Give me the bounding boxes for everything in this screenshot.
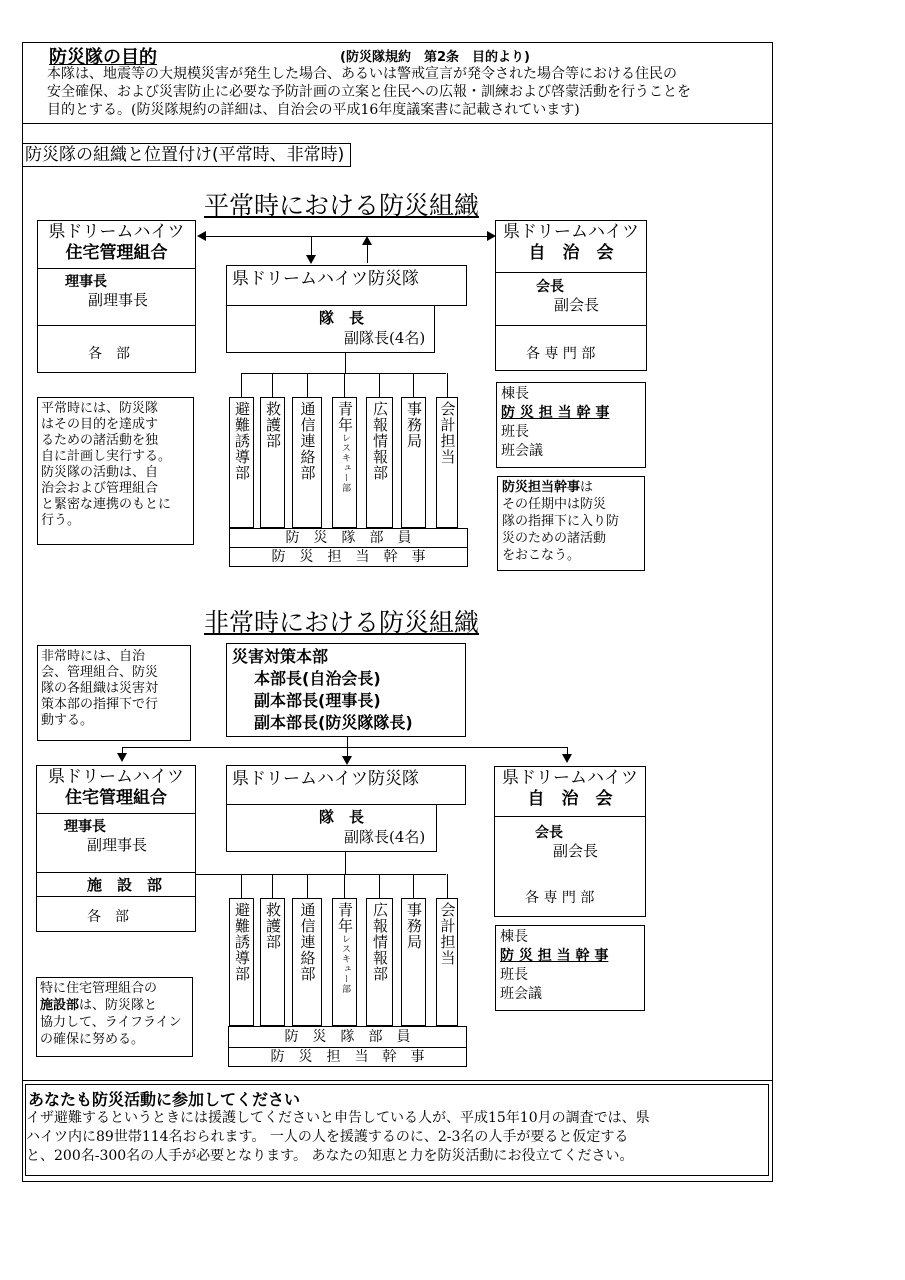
facility-line bbox=[40, 997, 189, 1014]
purpose-title: 防災隊の目的 bbox=[49, 47, 157, 68]
facility-bold: 施設部 bbox=[40, 998, 80, 1013]
jichi-name1: 県ドリームハイツ bbox=[503, 222, 639, 242]
arrow-down-icon bbox=[306, 255, 316, 264]
duty-line: その任期中は防災 bbox=[502, 497, 607, 512]
arrow-down-icon bbox=[562, 754, 572, 763]
emergency-title: 非常時における防災組織 bbox=[204, 608, 480, 637]
join-section bbox=[22, 1080, 773, 1182]
note-line: と緊密な連携のもとに bbox=[41, 497, 172, 512]
join-line: イザ避難するというときには援護してくださいと申告している人が、平成15年10月の調査では、県 bbox=[26, 1110, 650, 1126]
normal-members-box bbox=[229, 528, 468, 548]
org-heading: 防災隊の組織と位置付け(平常時、非常時) bbox=[22, 143, 351, 167]
connector bbox=[344, 874, 345, 898]
division-sub: レスキュー部 bbox=[340, 433, 350, 493]
note-line: 非常時には、自治 bbox=[41, 649, 146, 664]
normal-bousai-chief-box bbox=[226, 305, 435, 353]
division-label bbox=[405, 401, 422, 527]
role-item: 班長 bbox=[501, 424, 529, 440]
connector bbox=[272, 373, 273, 397]
divider bbox=[38, 325, 195, 326]
join-line: と、200名-300名の人手が必要となります。 あなたの知恵と力を防災活動にお役立てください。 bbox=[26, 1148, 634, 1164]
bousai-chief: 隊 長 bbox=[319, 309, 365, 327]
connector bbox=[413, 373, 414, 397]
division-main: 救護部 bbox=[264, 902, 282, 950]
note-line: 策本部の指揮下で行 bbox=[41, 697, 159, 712]
emergency-roles-box bbox=[495, 925, 645, 1011]
purpose-text bbox=[47, 65, 691, 119]
role-item: 棟長 bbox=[500, 929, 528, 945]
connector bbox=[345, 852, 346, 874]
normal-kanri-box bbox=[37, 220, 196, 373]
hq-line: 副本部長(防災隊隊長) bbox=[254, 713, 413, 732]
division-column bbox=[229, 898, 254, 1026]
role-item: 班会議 bbox=[501, 443, 543, 459]
division-label bbox=[264, 401, 281, 527]
normal-bousai-name: 県ドリームハイツ防災隊 bbox=[226, 265, 467, 306]
emergency-bousai-chief-box bbox=[226, 804, 437, 852]
note-line: 会、管理組合、防災 bbox=[41, 665, 159, 680]
kanri-name2: 住宅管理組合 bbox=[65, 788, 167, 808]
duty-rest: は bbox=[580, 480, 594, 495]
division-label bbox=[439, 902, 456, 1025]
kanri-name1: 県ドリームハイツ bbox=[48, 767, 184, 787]
division-label bbox=[233, 401, 250, 527]
emergency-note-box bbox=[37, 645, 191, 741]
note-line: はその目的を達成す bbox=[41, 417, 159, 432]
division-column bbox=[436, 898, 458, 1026]
join-text bbox=[26, 1109, 650, 1166]
note-line: 治会および管理組合 bbox=[41, 481, 159, 496]
kanji-label: 防 災 担 当 幹 事 bbox=[271, 549, 426, 565]
connector bbox=[307, 874, 308, 898]
arrow-left-icon bbox=[197, 231, 206, 241]
connector bbox=[413, 874, 414, 898]
division-label bbox=[439, 401, 456, 527]
connector bbox=[241, 373, 242, 397]
jichi-name1: 県ドリームハイツ bbox=[502, 768, 638, 788]
jichi-name2: 自 治 会 bbox=[527, 789, 613, 809]
role-item: 防 災 担 当 幹 事 bbox=[500, 948, 609, 964]
connector bbox=[367, 243, 368, 263]
join-line: ハイツ内に89世帯114名おられます。 一人の人を援護するのに、2-3名の人手が要ると仮定する bbox=[26, 1129, 629, 1145]
members-label: 防 災 隊 部 員 bbox=[285, 530, 412, 546]
kanri-name2: 住宅管理組合 bbox=[65, 243, 168, 263]
normal-title: 平常時における防災組織 bbox=[204, 191, 480, 220]
division-label bbox=[405, 902, 422, 1025]
members-label: 防 災 隊 部 員 bbox=[284, 1029, 411, 1045]
facility-line: 協力して、ライフライン bbox=[40, 1015, 182, 1030]
kanri-depts: 各 部 bbox=[87, 909, 129, 925]
division-main: 避難誘導部 bbox=[233, 902, 251, 982]
connector bbox=[447, 874, 448, 898]
arrow-down-icon bbox=[342, 756, 352, 765]
connector bbox=[307, 373, 308, 397]
normal-jichi-box bbox=[495, 220, 647, 371]
duty-line bbox=[502, 479, 640, 496]
divider bbox=[37, 896, 195, 897]
kanri-facility: 施 設 部 bbox=[87, 876, 163, 894]
divider bbox=[38, 268, 195, 269]
role-item: 班会議 bbox=[500, 986, 542, 1002]
note-line: 平常時には、防災隊 bbox=[41, 401, 159, 416]
join-title: あなたも防災活動に参加してください bbox=[28, 1090, 301, 1109]
duty-line: 隊の指揮下に入り防 bbox=[502, 514, 620, 529]
note-line: 自に計画し実行する。 bbox=[41, 449, 172, 464]
duty-line: をおこなう。 bbox=[502, 548, 581, 563]
division-main: 青年 bbox=[336, 902, 354, 934]
connector bbox=[311, 236, 312, 256]
division-column bbox=[332, 397, 357, 528]
division-label bbox=[336, 401, 353, 527]
purpose-line: 目的とする。(防災隊規約の詳細は、自治会の平成16年度議案書に記載されています) bbox=[47, 102, 580, 118]
kanri-vice: 副理事長 bbox=[87, 836, 148, 854]
jichi-vice: 副会長 bbox=[554, 296, 600, 314]
purpose-line: 本隊は、地震等の大規模災害が発生した場合、あるいは警戒宣言が発令された場合等における住民の bbox=[47, 66, 677, 82]
connector bbox=[272, 874, 273, 898]
divider bbox=[37, 872, 195, 873]
emergency-kanji-box bbox=[228, 1047, 467, 1067]
division-column bbox=[401, 397, 426, 528]
division-label bbox=[299, 902, 316, 1025]
division-label bbox=[336, 902, 353, 1025]
note-line: るための諸活動を独 bbox=[41, 433, 159, 448]
kanji-label: 防 災 担 当 幹 事 bbox=[270, 1049, 425, 1065]
normal-note-box bbox=[37, 397, 194, 545]
connector bbox=[196, 874, 241, 875]
connector bbox=[241, 874, 242, 898]
duty-bold: 防災担当幹事 bbox=[502, 480, 581, 495]
note-line: 防災隊の活動は、自 bbox=[41, 465, 159, 480]
connector bbox=[379, 373, 380, 397]
divider bbox=[496, 272, 646, 273]
emergency-members-box bbox=[228, 1026, 467, 1048]
divider bbox=[37, 813, 195, 814]
kanri-depts: 各 部 bbox=[88, 346, 130, 362]
bousai-vice: 副隊長(4名) bbox=[344, 329, 426, 347]
normal-kanji-box bbox=[229, 547, 468, 567]
division-column bbox=[366, 397, 393, 528]
jichi-depts: 各 専 門 部 bbox=[526, 346, 596, 362]
division-column bbox=[260, 898, 285, 1026]
bousai-vice: 副隊長(4名) bbox=[344, 828, 426, 846]
emergency-kanri-box bbox=[36, 765, 196, 932]
divider bbox=[496, 325, 646, 326]
role-item: 防 災 担 当 幹 事 bbox=[501, 405, 610, 421]
connector bbox=[347, 737, 348, 747]
division-label bbox=[371, 401, 388, 527]
bousai-chief: 隊 長 bbox=[319, 808, 365, 826]
division-main: 通信連絡部 bbox=[298, 401, 317, 481]
hq-line: 副本部長(理事長) bbox=[254, 691, 381, 710]
jichi-name2: 自 治 会 bbox=[528, 243, 614, 263]
hq-box bbox=[226, 643, 466, 737]
purpose-source: (防災隊規約 第2条 目的より) bbox=[340, 50, 530, 65]
division-label bbox=[233, 902, 250, 1025]
arrow-right-icon bbox=[487, 231, 496, 241]
division-column bbox=[366, 898, 393, 1026]
connector bbox=[379, 874, 380, 898]
jichi-chief: 会長 bbox=[536, 279, 564, 295]
connector bbox=[122, 747, 568, 748]
division-main: 通信連絡部 bbox=[298, 902, 317, 982]
division-label bbox=[371, 902, 388, 1025]
emergency-bousai-name: 県ドリームハイツ防災隊 bbox=[226, 765, 466, 805]
arrow-down-icon bbox=[117, 753, 127, 762]
connector bbox=[447, 373, 448, 397]
division-main: 事務局 bbox=[405, 902, 423, 950]
division-main: 広報情報部 bbox=[371, 401, 389, 481]
facility-rest: は、防災隊と bbox=[79, 998, 158, 1013]
division-column bbox=[332, 898, 357, 1026]
division-column bbox=[260, 397, 285, 528]
jichi-depts: 各 専 門 部 bbox=[525, 890, 595, 906]
division-main: 避難誘導部 bbox=[233, 401, 251, 481]
kanri-chief: 理事長 bbox=[65, 274, 107, 290]
divider bbox=[495, 816, 645, 817]
arrow-up-icon bbox=[362, 236, 372, 245]
role-item: 班長 bbox=[500, 967, 528, 983]
connector bbox=[344, 373, 345, 397]
note-line: 動する。 bbox=[41, 713, 94, 728]
note-line: 行う。 bbox=[41, 513, 81, 528]
note-line: 隊の各組織は災害対 bbox=[41, 681, 159, 696]
division-sub: レスキュー部 bbox=[340, 934, 350, 994]
normal-duty-box bbox=[497, 476, 645, 571]
jichi-vice: 副会長 bbox=[553, 842, 599, 860]
division-main: 会計担当 bbox=[438, 902, 457, 966]
division-main: 会計担当 bbox=[438, 401, 457, 465]
role-item: 棟長 bbox=[501, 386, 529, 402]
division-main: 事務局 bbox=[405, 401, 423, 449]
hq-line: 本部長(自治会長) bbox=[254, 669, 381, 688]
kanri-vice: 副理事長 bbox=[88, 291, 149, 309]
duty-line: 災のための諸活動 bbox=[502, 531, 607, 546]
normal-roles-box bbox=[496, 382, 646, 468]
connector bbox=[345, 353, 346, 373]
division-main: 広報情報部 bbox=[371, 902, 389, 982]
hq-title: 災害対策本部 bbox=[232, 647, 329, 666]
kanri-name1: 県ドリームハイツ bbox=[48, 222, 185, 242]
division-main: 救護部 bbox=[264, 401, 282, 449]
purpose-section bbox=[22, 42, 773, 124]
division-main: 青年 bbox=[336, 401, 354, 433]
jichi-chief: 会長 bbox=[535, 825, 563, 841]
connector bbox=[205, 236, 487, 237]
purpose-line: 安全確保、および災害防止に必要な予防計画の立案と住民への広報・訓練および啓蒙活動を行うことを bbox=[47, 84, 691, 100]
facility-line: 特に住宅管理組合の bbox=[40, 981, 158, 996]
division-label bbox=[264, 902, 281, 1025]
division-column bbox=[229, 397, 254, 528]
division-column bbox=[292, 898, 322, 1026]
division-label bbox=[299, 401, 316, 527]
emergency-jichi-box bbox=[494, 766, 646, 917]
facility-note-box bbox=[36, 977, 193, 1057]
division-column bbox=[292, 397, 322, 528]
kanri-chief: 理事長 bbox=[64, 819, 106, 835]
facility-line: の確保に努める。 bbox=[40, 1032, 145, 1047]
division-column bbox=[436, 397, 458, 528]
division-column bbox=[401, 898, 426, 1026]
